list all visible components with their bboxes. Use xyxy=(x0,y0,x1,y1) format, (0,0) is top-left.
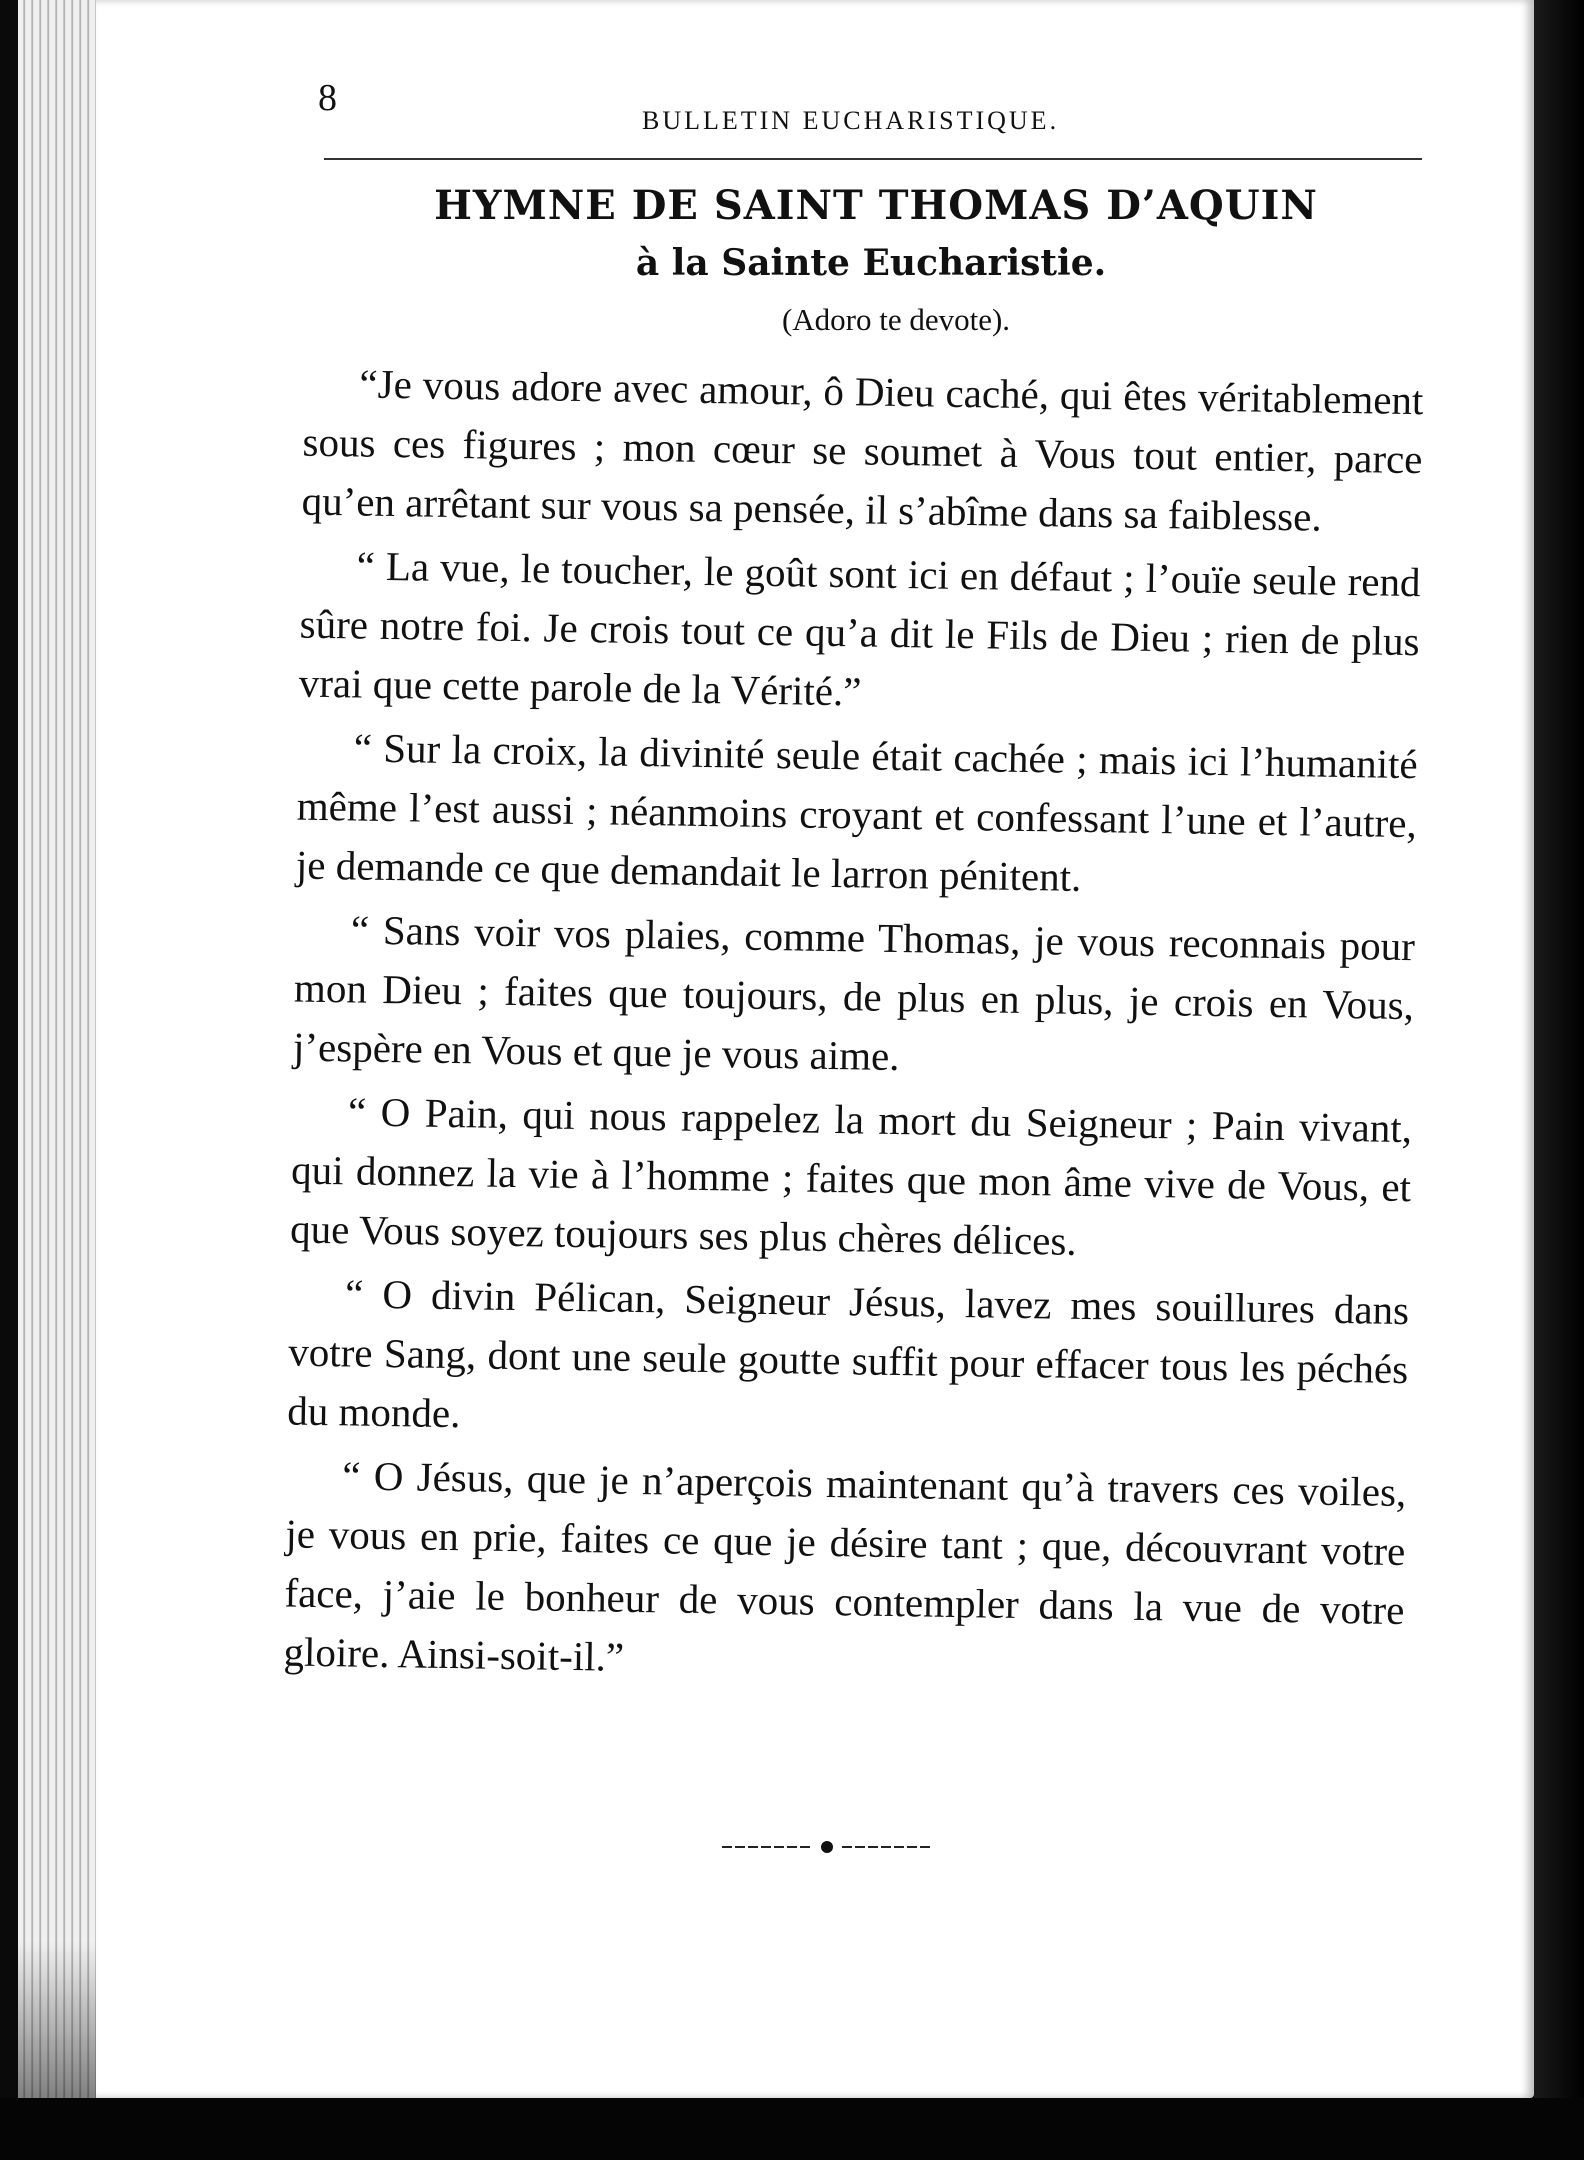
hymn-text xyxy=(179,352,1424,1699)
header-rule xyxy=(324,158,1422,160)
running-head xyxy=(200,60,1422,135)
paragraph: “ O Pain, qui nous rappelez la mort du Seigneur ; Pain vivant, qui donnez la vie à l’homme ; faites que mon âme vive de Vous, et que Vous soyez toujours ses plus chères délices. xyxy=(289,1088,1413,1264)
binding-shadow xyxy=(1534,0,1584,2160)
hymn-subtitle: à la Sainte Eucharistie. xyxy=(635,242,1107,284)
latin-title: (Adoro te devote). xyxy=(781,302,1011,337)
paragraph: “ O divin Pélican, Seigneur Jésus, lavez mes souillures dans votre Sang, dont une seule goutte suffit pour effacer tous les péchés du monde. xyxy=(287,1270,1410,1437)
paragraph: “ O Jésus, que je n’aperçois maintenant qu’à travers ces voiles, je vous en prie, faites ce que je désire tant ; que, découvrant votre face, j’aie le bonheur de vous contempler dans la vue de votre gloire. Ainsi-soit-il.” xyxy=(283,1452,1407,1680)
page-edges xyxy=(18,0,102,2110)
paragraph: “Je vous adore avec amour, ô Dieu caché, qui êtes véritablement sous ces figures ; mon cœur se soumet à Vous tout entier, parce qu’en arrêtant sur vous sa pensée, il s’abîme dans sa faiblesse. xyxy=(301,360,1424,540)
paragraph: “ Sur la croix, la divinité seule était cachée ; mais ici l’humanité même l’est aussi ; néanmoins croyant et confessant l’une et l’autre, je demande ce que demandait le larron pénitent. xyxy=(295,724,1419,900)
page-number: 8 xyxy=(318,77,337,119)
page-content xyxy=(200,60,1422,1685)
hymn-title: HYMNE DE SAINT THOMAS D’AQUIN xyxy=(434,182,1318,229)
scan-border xyxy=(0,2098,1584,2160)
running-title: BULLETIN EUCHARISTIQUE. xyxy=(642,106,1060,135)
end-ornament xyxy=(722,1840,932,1854)
paragraph: “ Sans voir vos plaies, comme Thomas, je vous reconnais pour mon Dieu ; faites que toujours, de plus en plus, je crois en Vous, j’espère en Vous et que je vous aime. xyxy=(292,906,1416,1080)
paragraph: “ La vue, le toucher, le goût sont ici en défaut ; l’ouïe seule rend sûre notre foi. Je crois tout ce qu’a dit le Fils de Dieu ; rien de plus vrai que cette parole de la Vérité.” xyxy=(298,542,1421,715)
